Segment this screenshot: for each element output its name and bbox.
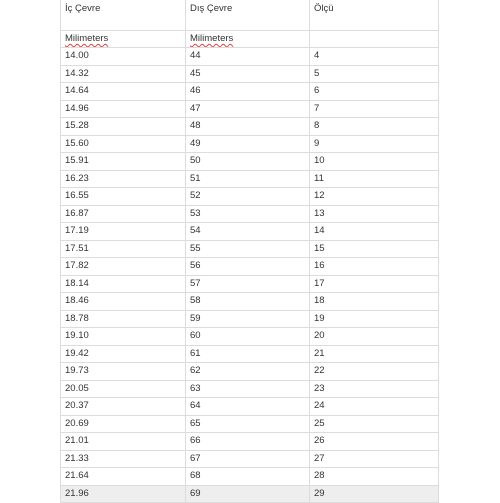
table-row [61, 240, 439, 258]
outer-circumference-cell: 48 [186, 118, 310, 136]
size-cell: 20 [310, 328, 439, 346]
size-cell: 17 [310, 275, 439, 293]
outer-circumference-cell: 55 [186, 240, 310, 258]
inner-circumference-cell: 21.64 [61, 468, 186, 486]
outer-circumference-cell: 59 [186, 310, 310, 328]
size-cell: 13 [310, 205, 439, 223]
inner-circumference-cell: 14.96 [61, 100, 186, 118]
size-cell: 28 [310, 468, 439, 486]
inner-circumference-cell: 19.10 [61, 328, 186, 346]
size-cell: 6 [310, 83, 439, 101]
table-row [61, 170, 439, 188]
outer-circumference-cell: 69 [186, 485, 310, 503]
inner-circumference-cell: 20.05 [61, 380, 186, 398]
table-row [61, 100, 439, 118]
outer-circumference-cell: 54 [186, 223, 310, 241]
size-cell: 21 [310, 345, 439, 363]
unit-label-inner: Milimeters [65, 33, 109, 44]
size-table-sheet [60, 0, 438, 503]
outer-circumference-cell: 47 [186, 100, 310, 118]
header-row [61, 0, 439, 31]
inner-circumference-cell: 17.51 [61, 240, 186, 258]
table-row [61, 118, 439, 136]
outer-circumference-cell: 53 [186, 205, 310, 223]
table-row [61, 223, 439, 241]
inner-circumference-cell: 14.32 [61, 65, 186, 83]
table-row [61, 293, 439, 311]
table-row [61, 345, 439, 363]
table-row [61, 258, 439, 276]
table-row [61, 380, 439, 398]
inner-circumference-cell: 17.82 [61, 258, 186, 276]
inner-circumference-cell: 20.37 [61, 398, 186, 416]
table-row [61, 275, 439, 293]
inner-circumference-cell: 16.55 [61, 188, 186, 206]
inner-circumference-cell: 18.78 [61, 310, 186, 328]
size-cell: 29 [310, 485, 439, 503]
unit-cell-outer [186, 31, 310, 48]
table-row [61, 135, 439, 153]
outer-circumference-cell: 64 [186, 398, 310, 416]
inner-circumference-cell: 18.46 [61, 293, 186, 311]
outer-circumference-cell: 49 [186, 135, 310, 153]
size-cell: 7 [310, 100, 439, 118]
inner-circumference-cell: 18.14 [61, 275, 186, 293]
inner-circumference-cell: 16.23 [61, 170, 186, 188]
table-row [61, 468, 439, 486]
table-row [61, 328, 439, 346]
inner-circumference-cell: 19.42 [61, 345, 186, 363]
size-cell: 9 [310, 135, 439, 153]
table-row [61, 65, 439, 83]
outer-circumference-cell: 62 [186, 363, 310, 381]
outer-circumference-cell: 58 [186, 293, 310, 311]
unit-cell-inner [61, 31, 186, 48]
inner-circumference-cell: 21.01 [61, 433, 186, 451]
header-outer-circumference: Dış Çevre [186, 0, 310, 31]
inner-circumference-cell: 16.87 [61, 205, 186, 223]
size-cell: 18 [310, 293, 439, 311]
size-cell: 19 [310, 310, 439, 328]
inner-circumference-cell: 20.69 [61, 415, 186, 433]
table-row [61, 48, 439, 66]
size-cell: 12 [310, 188, 439, 206]
table-row [61, 433, 439, 451]
outer-circumference-cell: 63 [186, 380, 310, 398]
size-cell: 23 [310, 380, 439, 398]
unit-cell-size [310, 31, 439, 48]
unit-row [61, 31, 439, 48]
outer-circumference-cell: 66 [186, 433, 310, 451]
table-row [61, 398, 439, 416]
size-cell: 8 [310, 118, 439, 136]
outer-circumference-cell: 44 [186, 48, 310, 66]
inner-circumference-cell: 21.96 [61, 485, 186, 503]
outer-circumference-cell: 52 [186, 188, 310, 206]
outer-circumference-cell: 68 [186, 468, 310, 486]
outer-circumference-cell: 57 [186, 275, 310, 293]
size-cell: 11 [310, 170, 439, 188]
unit-label-outer: Milimeters [190, 33, 234, 44]
outer-circumference-cell: 56 [186, 258, 310, 276]
outer-circumference-cell: 45 [186, 65, 310, 83]
size-cell: 26 [310, 433, 439, 451]
outer-circumference-cell: 67 [186, 450, 310, 468]
outer-circumference-cell: 65 [186, 415, 310, 433]
inner-circumference-cell: 14.64 [61, 83, 186, 101]
size-cell: 10 [310, 153, 439, 171]
table-row [61, 205, 439, 223]
inner-circumference-cell: 15.91 [61, 153, 186, 171]
ring-size-table [60, 0, 439, 503]
size-cell: 15 [310, 240, 439, 258]
size-cell: 22 [310, 363, 439, 381]
size-cell: 16 [310, 258, 439, 276]
table-row [61, 188, 439, 206]
inner-circumference-cell: 17.19 [61, 223, 186, 241]
outer-circumference-cell: 61 [186, 345, 310, 363]
size-cell: 4 [310, 48, 439, 66]
table-row [61, 415, 439, 433]
size-cell: 27 [310, 450, 439, 468]
table-row [61, 310, 439, 328]
inner-circumference-cell: 15.28 [61, 118, 186, 136]
inner-circumference-cell: 19.73 [61, 363, 186, 381]
outer-circumference-cell: 60 [186, 328, 310, 346]
ring-size-table-body [61, 0, 439, 503]
header-size: Ölçü [310, 0, 439, 31]
size-cell: 24 [310, 398, 439, 416]
table-row [61, 83, 439, 101]
outer-circumference-cell: 50 [186, 153, 310, 171]
size-cell: 25 [310, 415, 439, 433]
inner-circumference-cell: 14.00 [61, 48, 186, 66]
size-cell: 5 [310, 65, 439, 83]
table-row [61, 450, 439, 468]
inner-circumference-cell: 15.60 [61, 135, 186, 153]
outer-circumference-cell: 51 [186, 170, 310, 188]
table-row [61, 153, 439, 171]
header-inner-circumference: İç Çevre [61, 0, 186, 31]
size-cell: 14 [310, 223, 439, 241]
table-row [61, 363, 439, 381]
outer-circumference-cell: 46 [186, 83, 310, 101]
inner-circumference-cell: 21.33 [61, 450, 186, 468]
